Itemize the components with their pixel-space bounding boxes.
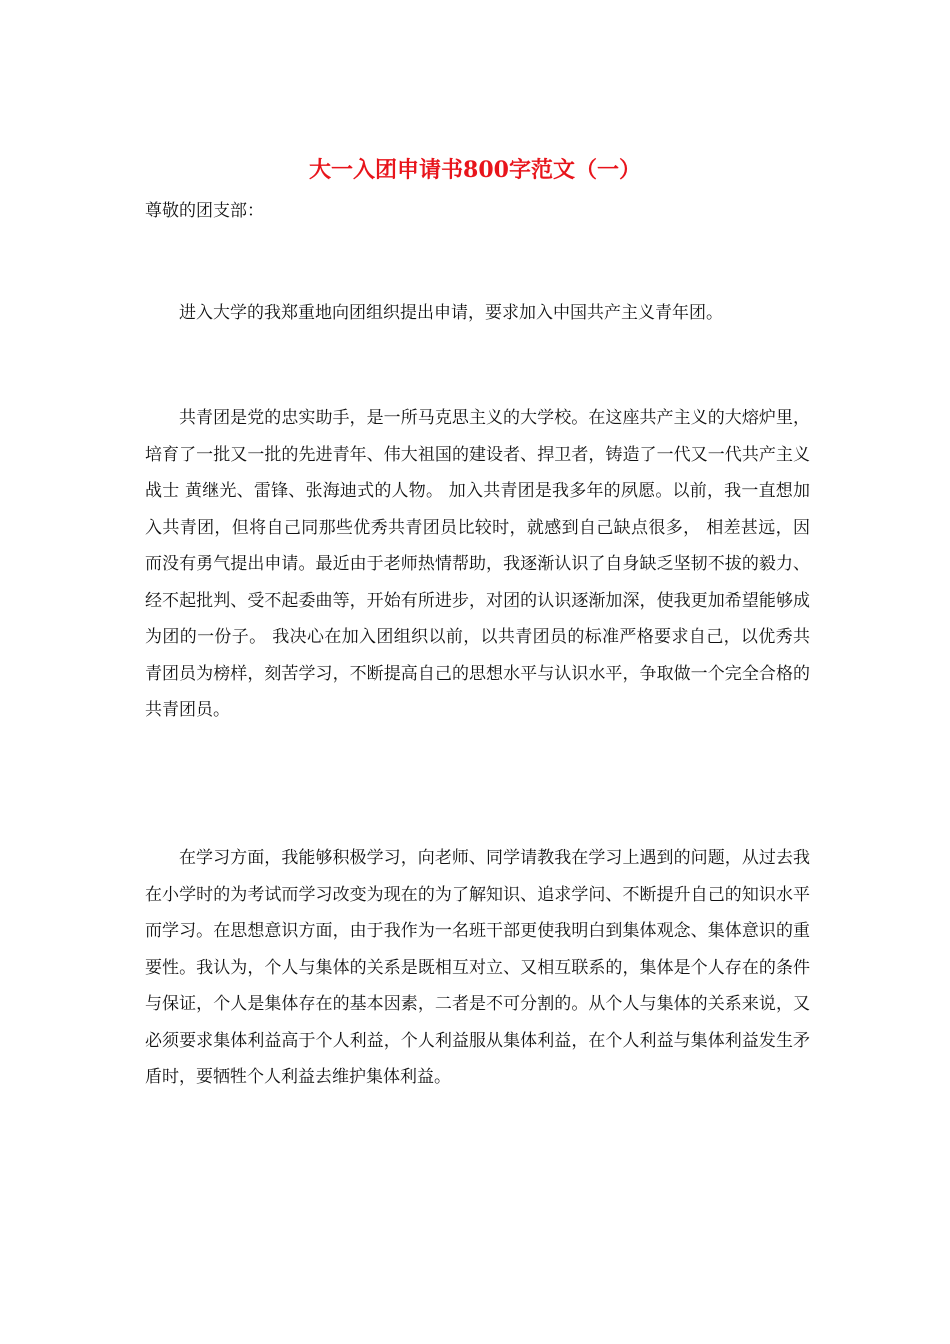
document-title: 大一入团申请书800字范文（一） [309, 157, 641, 183]
paragraph-study: 在学习方面，我能够积极学习，向老师、同学请教我在学习上遇到的问题，从过去我在小学时的为考试而学习改变为现在的为了解知识、追求学问、不断提升自己的知识水平而学习。在思想意识方面，由于我作为一名班干部更使我明白到集体观念、集体意识的重要性。我认为，个人与集体的关系是既相互对立、又相互联系的，集体是个人存在的条件与保证，个人是集体存在的基本因素，二者是不可分割的。从个人与集体的关系来说，又必须要求集体利益高于个人利益，个人利益服从集体利益，在个人利益与集体利益发生矛盾时，要牺牲个人利益去维护集体利益。 [145, 848, 810, 1087]
paragraph-intro: 进入大学的我郑重地向团组织提出申请，要求加入中国共产主义青年团。 [179, 303, 723, 323]
salutation: 尊敬的团支部： [145, 201, 264, 221]
paragraph-motivation: 共青团是党的忠实助手，是一所马克思主义的大学校。在这座共产主义的大熔炉里，培育了一批又一批的先进青年、伟大祖国的建设者、捍卫者，铸造了一代又一代共产主义战士 黄继光、雷锋、张海迪式的人物。 加入共青团是我多年的夙愿。以前，我一直想加入共青团，但将自己同那些优秀共青团员比较时，就感到自己缺点很多， 相差甚远，因而没有勇气提出申请。最近由于老师热情帮助，我逐渐认识了自身缺乏坚韧不拔的毅力、经不起批判、受不起委曲等，开始有所进步，对团的认识逐渐加深，使我更加希望能够成为团的一份子。 我决心在加入团组织以前，以共青团员的标准严格要求自己，以优秀共青团员为榜样，刻苦学习，不断提高自己的思想水平与认识水平，争取做一个完全合格的共青团员。 [145, 408, 810, 720]
